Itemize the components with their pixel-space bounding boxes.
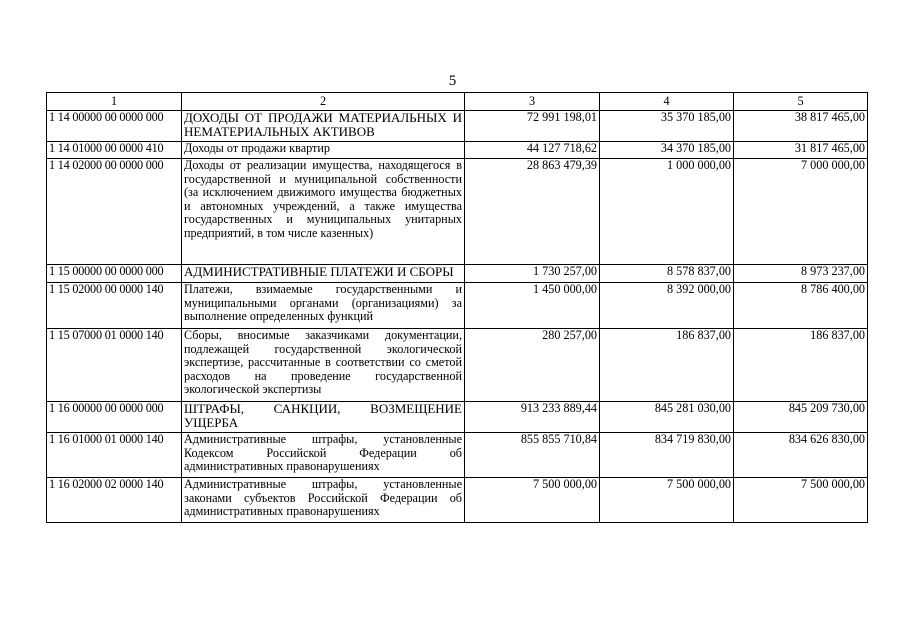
row-value-4: 8 392 000,00 — [600, 283, 734, 329]
column-header-3: 3 — [465, 93, 600, 111]
row-code: 1 16 01000 01 0000 140 — [47, 433, 182, 478]
table-row — [47, 478, 868, 523]
row-name: Платежи, взимаемые государственными и муниципальными органами (организациями) за выполнение определенных функций — [182, 283, 465, 329]
row-name: Административные штрафы, установленные Кодексом Российской Федерации об административных правонарушениях — [182, 433, 465, 478]
row-value-3: 72 991 198,01 — [465, 111, 600, 142]
row-code: 1 14 02000 00 0000 000 — [47, 159, 182, 265]
table-row — [47, 142, 868, 159]
row-code: 1 16 00000 00 0000 000 — [47, 402, 182, 433]
row-value-5: 31 817 465,00 — [734, 142, 868, 159]
row-value-3: 28 863 479,39 — [465, 159, 600, 265]
table-row — [47, 111, 868, 142]
row-value-5: 8 973 237,00 — [734, 265, 868, 283]
row-value-5: 834 626 830,00 — [734, 433, 868, 478]
row-name: Доходы от реализации имущества, находящегося в государственной и муниципальной собственности (за исключением движимого имущества бюджетных и автономных учреждений, а также имущества государственных и муниципальных унитарных предприятий, в том числе казенных) — [182, 159, 465, 265]
table-row — [47, 402, 868, 433]
row-code: 1 15 02000 00 0000 140 — [47, 283, 182, 329]
row-name: ДОХОДЫ ОТ ПРОДАЖИ МАТЕРИАЛЬНЫХ И НЕМАТЕРИАЛЬНЫХ АКТИВОВ — [182, 111, 465, 142]
row-value-4: 7 500 000,00 — [600, 478, 734, 523]
row-code: 1 14 01000 00 0000 410 — [47, 142, 182, 159]
row-value-3: 1 450 000,00 — [465, 283, 600, 329]
row-value-4: 834 719 830,00 — [600, 433, 734, 478]
column-header-1: 1 — [47, 93, 182, 111]
row-code: 1 16 02000 02 0000 140 — [47, 478, 182, 523]
table-row — [47, 329, 868, 402]
row-value-3: 1 730 257,00 — [465, 265, 600, 283]
table-row — [47, 159, 868, 265]
row-code: 1 15 00000 00 0000 000 — [47, 265, 182, 283]
row-name: Административные штрафы, установленные законами субъектов Российской Федерации об административных правонарушениях — [182, 478, 465, 523]
table-row — [47, 265, 868, 283]
row-value-5: 38 817 465,00 — [734, 111, 868, 142]
row-value-4: 8 578 837,00 — [600, 265, 734, 283]
row-value-4: 34 370 185,00 — [600, 142, 734, 159]
row-value-3: 7 500 000,00 — [465, 478, 600, 523]
row-code: 1 15 07000 01 0000 140 — [47, 329, 182, 402]
row-name: АДМИНИСТРАТИВНЫЕ ПЛАТЕЖИ И СБОРЫ — [182, 265, 465, 283]
row-value-3: 855 855 710,84 — [465, 433, 600, 478]
row-value-3: 913 233 889,44 — [465, 402, 600, 433]
row-name: Доходы от продажи квартир — [182, 142, 465, 159]
column-header-5: 5 — [734, 93, 868, 111]
row-value-4: 1 000 000,00 — [600, 159, 734, 265]
column-header-4: 4 — [600, 93, 734, 111]
row-value-4: 845 281 030,00 — [600, 402, 734, 433]
row-value-5: 8 786 400,00 — [734, 283, 868, 329]
row-value-5: 7 000 000,00 — [734, 159, 868, 265]
table-row — [47, 433, 868, 478]
table-row — [47, 283, 868, 329]
row-value-4: 186 837,00 — [600, 329, 734, 402]
page-number: 5 — [448, 73, 457, 89]
row-value-4: 35 370 185,00 — [600, 111, 734, 142]
row-value-3: 44 127 718,62 — [465, 142, 600, 159]
revenue-table — [46, 92, 868, 523]
table-header-row — [47, 93, 868, 111]
column-header-2: 2 — [182, 93, 465, 111]
row-name: ШТРАФЫ, САНКЦИИ, ВОЗМЕЩЕНИЕ УЩЕРБА — [182, 402, 465, 433]
row-value-5: 845 209 730,00 — [734, 402, 868, 433]
row-value-5: 186 837,00 — [734, 329, 868, 402]
row-name: Сборы, вносимые заказчиками документации, подлежащей государственной экологической экспертизе, рассчитанные в соответствии со сметой расходов на проведение государственной экологической экспертизы — [182, 329, 465, 402]
row-value-5: 7 500 000,00 — [734, 478, 868, 523]
row-code: 1 14 00000 00 0000 000 — [47, 111, 182, 142]
row-value-3: 280 257,00 — [465, 329, 600, 402]
